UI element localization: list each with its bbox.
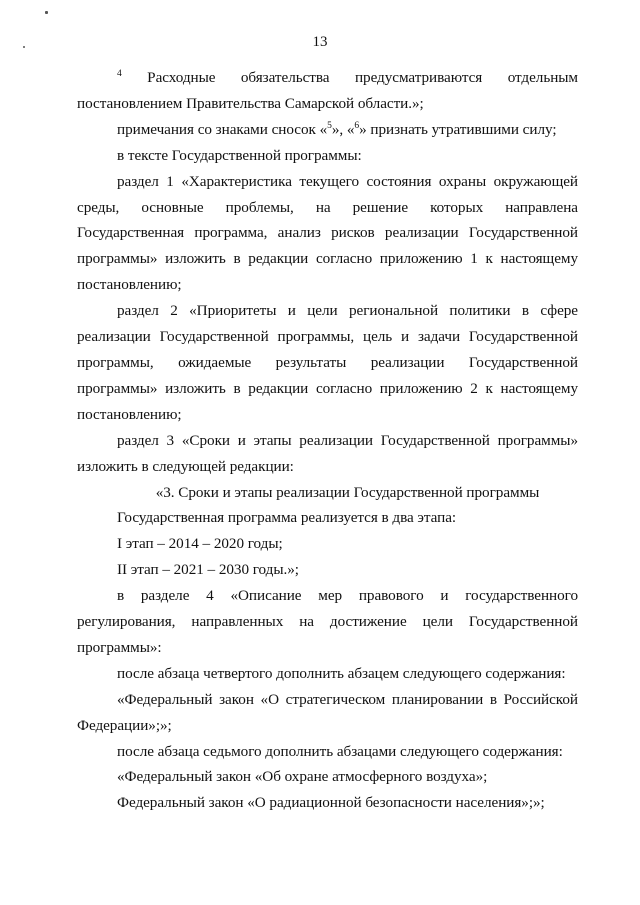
paragraph: «Федеральный закон «О стратегическом планировании в Российской Федерации»;»; (77, 690, 578, 734)
paragraph-text: Расходные обязательства предусматриваются отдельным постановлением Правительства Самарской области.»; (77, 69, 578, 112)
paragraph: «Федеральный закон «Об охране атмосферного воздуха»; (117, 768, 488, 786)
footnote-ref: 5 (327, 120, 332, 131)
paragraph (77, 117, 578, 143)
paragraph-text-part: », « (331, 120, 355, 138)
scan-speck (45, 11, 48, 14)
document-body (77, 65, 578, 816)
paragraph: в тексте Государственной программы: (117, 146, 362, 164)
footnote-mark: 4 (117, 69, 122, 79)
paragraph: I этап – 2014 – 2020 годы; (117, 535, 283, 553)
paragraph: раздел 1 «Характеристика текущего состояния охраны окружающей среды, основные проблемы, на решение которых направлена Государственная программа, анализ рисков реализации Государственной программы» изложить в редакции согласно приложению 1 к настоящему постановлению; (77, 172, 578, 294)
footnote-ref: 6 (354, 120, 360, 131)
paragraph: после абзаца четвертого дополнить абзацем следующего содержания: (117, 664, 566, 682)
paragraph: раздел 3 «Сроки и этапы реализации Государственной программы» изложить в следующей редакции: (77, 431, 578, 475)
paragraph: после абзаца седьмого дополнить абзацами следующего содержания: (117, 742, 563, 760)
paragraph: Государственная программа реализуется в два этапа: (117, 509, 457, 527)
paragraph-text-part: » признать утратившими силу; (359, 120, 557, 138)
paragraph: в разделе 4 «Описание мер правового и государственного регулирования, направленных на достижение цели Государственной программы»: (77, 587, 578, 656)
section-heading: «3. Сроки и этапы реализации Государственной программы (155, 483, 540, 501)
paragraph-text-part: примечания со знаками сносок « (117, 120, 328, 138)
footnote-paragraph (77, 65, 578, 117)
paragraph: II этап – 2021 – 2030 годы.»; (117, 561, 299, 579)
paragraph: раздел 2 «Приоритеты и цели региональной политики в сфере реализации Государственной программы, цель и задачи Государственной программы, ожидаемые результаты реализации Государственной программы» изложить в редакции согласно приложению 2 к настоящему постановлению; (77, 302, 578, 423)
paragraph: Федеральный закон «О радиационной безопасности населения»;»; (117, 794, 545, 812)
page-number: 13 (312, 34, 328, 50)
